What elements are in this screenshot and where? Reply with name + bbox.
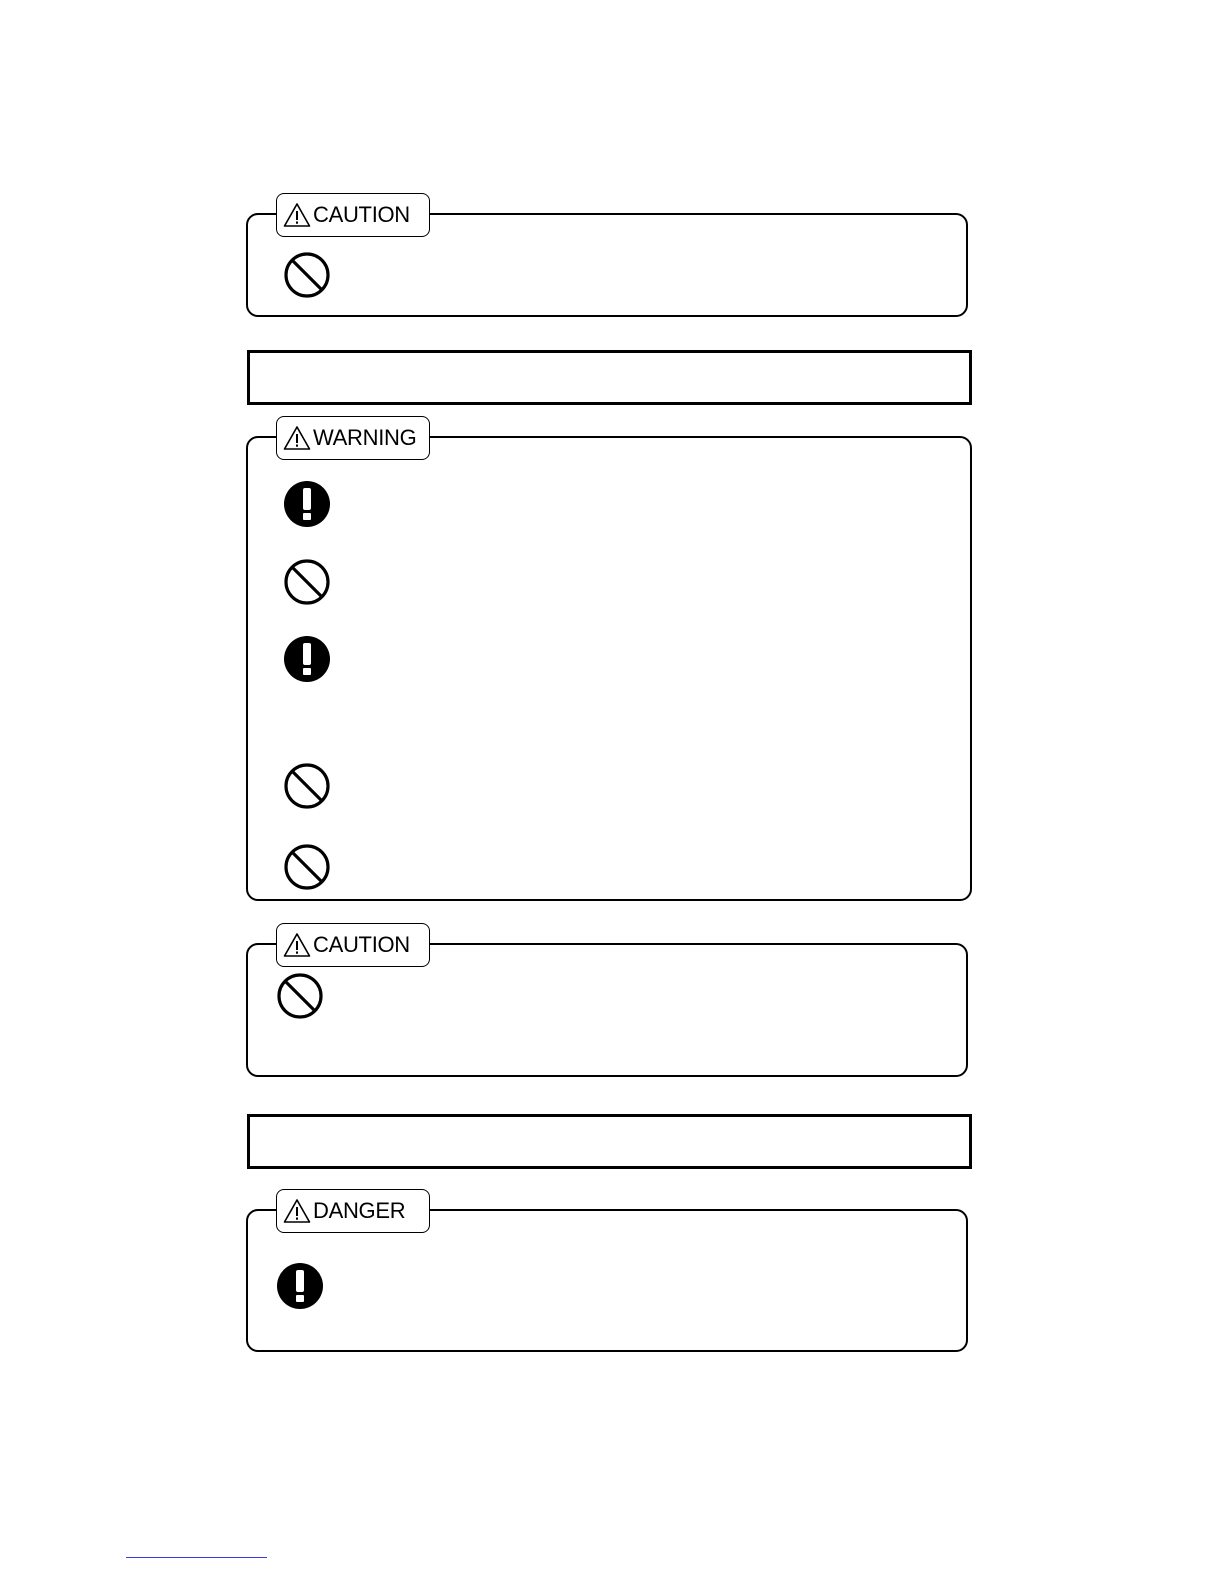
prohibition-icon (283, 558, 331, 606)
warning-triangle-icon (283, 202, 311, 228)
warning-panel (246, 425, 972, 901)
warning-label-text: WARNING (313, 425, 417, 450)
warning-triangle-icon (283, 932, 311, 958)
mandatory-action-icon (283, 480, 331, 528)
warning-triangle-icon (283, 425, 311, 451)
caution-label-text: CAUTION (313, 202, 410, 227)
footer-rule (126, 1557, 267, 1558)
caution-label-1 (276, 193, 430, 237)
prohibition-icon (283, 251, 331, 299)
mandatory-action-icon (276, 1262, 324, 1310)
danger-label (276, 1189, 430, 1233)
prohibition-icon (283, 762, 331, 810)
caution-label-text: CAUTION (313, 932, 410, 957)
section-title-box-2 (247, 1114, 972, 1169)
mandatory-action-icon (283, 635, 331, 683)
danger-label-text: DANGER (313, 1198, 406, 1223)
warning-label (276, 416, 430, 460)
section-title-box-1 (247, 350, 972, 405)
prohibition-icon (283, 843, 331, 891)
caution-label-2 (276, 923, 430, 967)
caution-panel-2 (246, 932, 968, 1077)
caution-panel-1 (246, 202, 968, 317)
prohibition-icon (276, 972, 324, 1020)
danger-panel (246, 1198, 968, 1352)
warning-triangle-icon (283, 1198, 311, 1224)
